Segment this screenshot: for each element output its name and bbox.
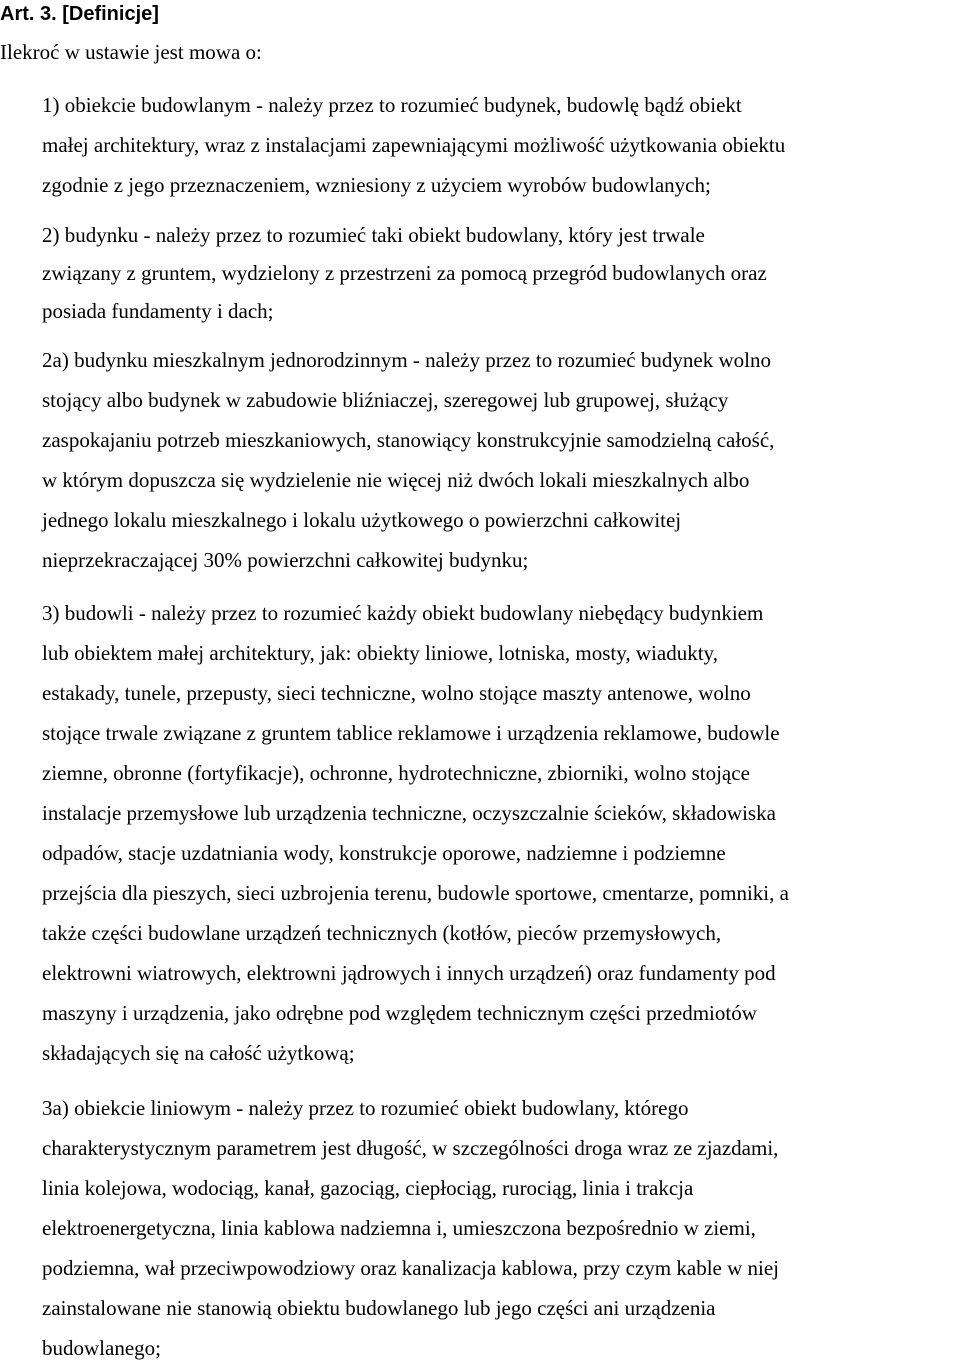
definition-line: małej architektury, wraz z instalacjami zapewniającymi możliwość użytkowania obiektu	[42, 133, 786, 157]
definition-line: stojący albo budynek w zabudowie bliźniaczej, szeregowej lub grupowej, służący	[42, 388, 729, 412]
definition-line: składających się na całość użytkową;	[42, 1041, 355, 1065]
definition-line: 1) obiekcie budowlanym - należy przez to rozumieć budynek, budowlę bądź obiekt	[42, 93, 742, 117]
definition-line: jednego lokalu mieszkalnego i lokalu użytkowego o powierzchni całkowitej	[42, 508, 682, 532]
definition-line: zainstalowane nie stanowią obiektu budowlanego lub jego części ani urządzenia	[42, 1296, 716, 1320]
definition-2	[42, 216, 947, 330]
definition-line: elektrowni wiatrowych, elektrowni jądrowych i innych urządzeń) oraz fundamenty pod	[42, 961, 776, 985]
definition-line: charakterystycznym parametrem jest długość, w szczególności droga wraz ze zjazdami,	[42, 1136, 779, 1160]
definition-line: ziemne, obronne (fortyfikacje), ochronne, hydrotechniczne, zbiorniki, wolno stojące	[42, 761, 750, 785]
definition-line: zgodnie z jego przeznaczeniem, wzniesiony z użyciem wyrobów budowlanych;	[42, 173, 711, 197]
definition-line: związany z gruntem, wydzielony z przestrzeni za pomocą przegród budowlanych oraz	[42, 261, 767, 285]
definition-line: nieprzekraczającej 30% powierzchni całkowitej budynku;	[42, 548, 529, 572]
definition-line: stojące trwale związane z gruntem tablice reklamowe i urządzenia reklamowe, budowle	[42, 721, 780, 745]
definition-line: przejścia dla pieszych, sieci uzbrojenia terenu, budowle sportowe, cmentarze, pomniki, a	[42, 881, 789, 905]
definition-line: 3) budowli - należy przez to rozumieć każdy obiekt budowlany niebędący budynkiem	[42, 601, 764, 625]
definition-3a	[42, 1088, 947, 1368]
definition-2a	[42, 340, 947, 580]
definition-3	[42, 593, 947, 1073]
definition-1	[42, 85, 947, 205]
definition-line: estakady, tunele, przepusty, sieci techniczne, wolno stojące maszty antenowe, wolno	[42, 681, 751, 705]
definition-line: odpadów, stacje uzdatniania wody, konstrukcje oporowe, nadziemne i podziemne	[42, 841, 726, 865]
definition-line: budowlanego;	[42, 1336, 161, 1360]
definition-line: zaspokajaniu potrzeb mieszkaniowych, stanowiący konstrukcyjnie samodzielną całość,	[42, 428, 775, 452]
definition-line: maszyny i urządzenia, jako odrębne pod względem technicznym części przedmiotów	[42, 1001, 757, 1025]
definition-line: 2a) budynku mieszkalnym jednorodzinnym - należy przez to rozumieć budynek wolno	[42, 348, 771, 372]
definition-line: w którym dopuszcza się wydzielenie nie więcej niż dwóch lokali mieszkalnych albo	[42, 468, 750, 492]
definition-line: elektroenergetyczna, linia kablowa nadziemna i, umieszczona bezpośrednio w ziemi,	[42, 1216, 756, 1240]
article-intro: Ilekroć w ustawie jest mowa o:	[0, 40, 262, 64]
definition-line: instalacje przemysłowe lub urządzenia techniczne, oczyszczalnie ścieków, składowiska	[42, 801, 776, 825]
definition-line: posiada fundamenty i dach;	[42, 299, 274, 323]
definition-line: 2) budynku - należy przez to rozumieć taki obiekt budowlany, który jest trwale	[42, 223, 705, 247]
definition-line: także części budowlane urządzeń technicznych (kotłów, pieców przemysłowych,	[42, 921, 722, 945]
article-heading: Art. 3. [Definicje]	[0, 3, 159, 25]
definition-line: linia kolejowa, wodociąg, kanał, gazociąg, ciepłociąg, rurociąg, linia i trakcja	[42, 1176, 694, 1200]
definition-line: lub obiektem małej architektury, jak: obiekty liniowe, lotniska, mosty, wiadukty,	[42, 641, 718, 665]
definition-line: podziemna, wał przeciwpowodziowy oraz kanalizacja kablowa, przy czym kable w niej	[42, 1256, 780, 1280]
definition-line: 3a) obiekcie liniowym - należy przez to rozumieć obiekt budowlany, którego	[42, 1096, 689, 1120]
